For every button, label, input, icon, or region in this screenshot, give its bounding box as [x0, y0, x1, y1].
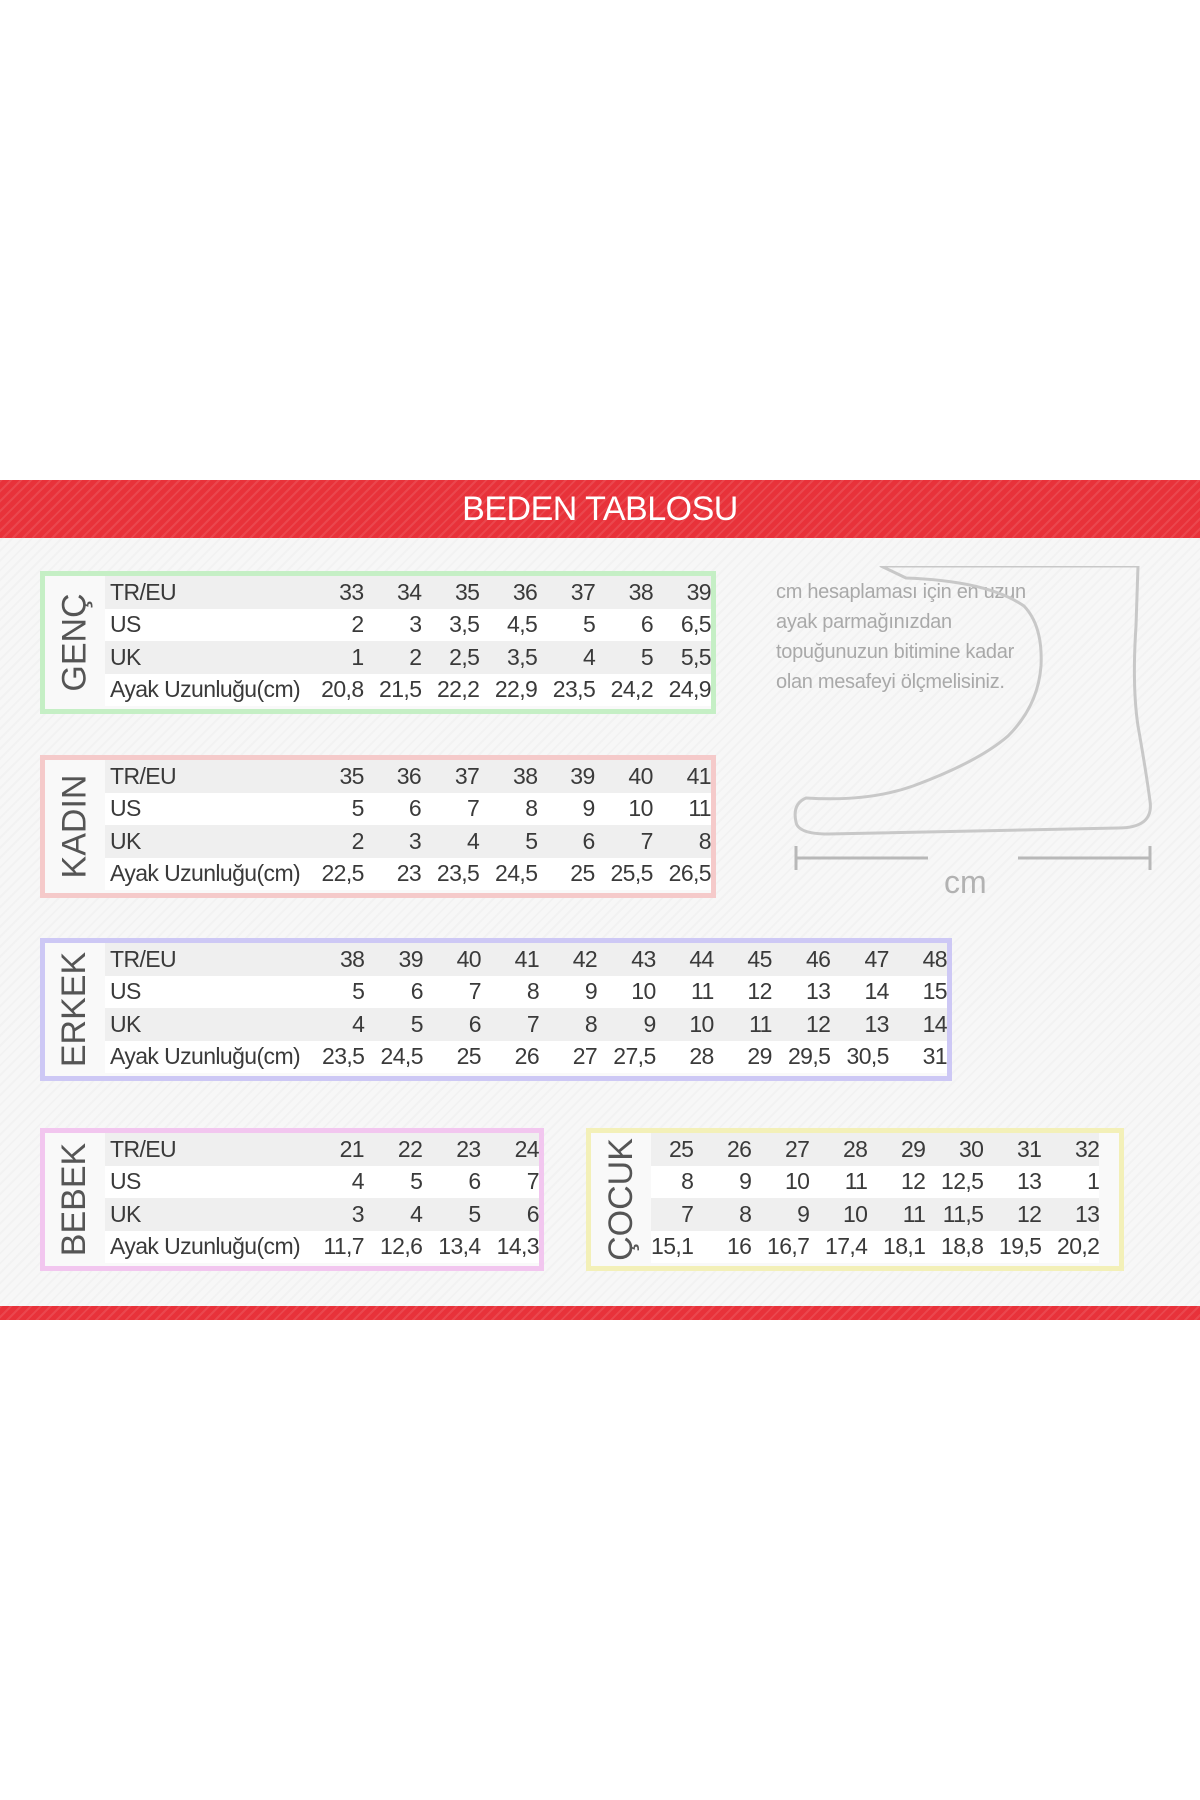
- size-value: 46: [772, 943, 831, 976]
- row-label: Ayak Uzunluğu(cm): [105, 1041, 306, 1074]
- size-value: 26: [481, 1041, 539, 1074]
- size-value: 25,5: [595, 858, 653, 891]
- size-value: 9: [597, 1008, 656, 1041]
- row-label: Ayak Uzunluğu(cm): [105, 858, 306, 891]
- row-label: TR/EU: [105, 943, 306, 976]
- size-value: 38: [306, 943, 365, 976]
- size-value: 4: [306, 1166, 364, 1199]
- size-value: 16: [693, 1231, 751, 1264]
- size-value: 41: [481, 943, 539, 976]
- size-value: 2: [306, 609, 364, 642]
- row-label: UK: [105, 1008, 306, 1041]
- row-label: US: [105, 609, 306, 642]
- size-value: 23,5: [537, 674, 595, 707]
- group-genc: [40, 571, 716, 714]
- size-value: 21,5: [364, 674, 422, 707]
- size-value: 11: [656, 976, 714, 1009]
- size-value: 39: [653, 576, 711, 609]
- group-label-cocuk: ÇOCUK: [601, 1138, 640, 1261]
- size-value: 24,5: [364, 1041, 423, 1074]
- size-value: 27: [539, 1041, 597, 1074]
- group-kadin: [40, 755, 716, 898]
- size-value: 25: [423, 1041, 481, 1074]
- group-label-bebek: BEBEK: [55, 1142, 94, 1257]
- size-value: 3: [306, 1198, 364, 1231]
- size-value: 7: [481, 1166, 539, 1199]
- size-value: 6: [537, 825, 594, 858]
- size-table-kadin: [105, 760, 711, 890]
- row-label: TR/EU: [105, 576, 306, 609]
- size-value: 31: [983, 1133, 1041, 1166]
- size-value: 14: [889, 1008, 947, 1041]
- size-value: 31: [889, 1041, 947, 1074]
- size-value: 5,5: [653, 641, 711, 674]
- size-value: 48: [889, 943, 947, 976]
- size-value: 10: [656, 1008, 714, 1041]
- size-value: 1: [306, 641, 364, 674]
- size-value: 28: [809, 1133, 867, 1166]
- group-label-kadin: KADIN: [55, 774, 94, 879]
- size-value: 38: [479, 760, 537, 793]
- size-value: 39: [537, 760, 594, 793]
- size-value: 39: [364, 943, 423, 976]
- size-value: 8: [651, 1166, 693, 1199]
- size-row: [105, 760, 711, 793]
- size-value: 34: [364, 576, 422, 609]
- size-value: 8: [539, 1008, 597, 1041]
- size-value: 23: [422, 1133, 480, 1166]
- size-value: 3: [364, 609, 422, 642]
- row-label: US: [105, 1166, 306, 1199]
- cm-label: cm: [944, 864, 987, 900]
- size-row: [651, 1133, 1099, 1166]
- size-value: 22,2: [421, 674, 479, 707]
- size-value: 14: [830, 976, 889, 1009]
- size-value: 6: [595, 609, 653, 642]
- size-value: 25: [651, 1133, 693, 1166]
- size-row: [651, 1231, 1099, 1264]
- measurement-note: cm hesaplaması için en uzun ayak parmağınızdan topuğunuzun bitimine kadar olan mesafeyi ölçmelisiniz.: [776, 581, 1026, 693]
- size-row: [105, 674, 711, 707]
- row-label: Ayak Uzunluğu(cm): [105, 1231, 306, 1264]
- size-value: 25: [537, 858, 594, 891]
- size-value: 42: [539, 943, 597, 976]
- size-value: 26,5: [653, 858, 711, 891]
- size-table-bebek: [105, 1133, 539, 1263]
- size-value: 29: [867, 1133, 925, 1166]
- size-value: 4: [306, 1008, 365, 1041]
- size-value: 12: [867, 1166, 925, 1199]
- row-label: US: [105, 793, 306, 826]
- size-value: 13,4: [422, 1231, 480, 1264]
- size-row: [105, 1041, 947, 1074]
- size-value: 9: [537, 793, 594, 826]
- size-value: 30: [925, 1133, 983, 1166]
- size-value: 12,6: [364, 1231, 422, 1264]
- size-value: 35: [421, 576, 479, 609]
- size-row: [105, 858, 711, 891]
- size-value: 15: [889, 976, 947, 1009]
- row-label: TR/EU: [105, 1133, 306, 1166]
- size-value: 29,5: [772, 1041, 831, 1074]
- size-value: 5: [595, 641, 653, 674]
- size-value: 44: [656, 943, 714, 976]
- size-value: 36: [364, 760, 421, 793]
- size-value: 9: [539, 976, 597, 1009]
- size-value: 4: [537, 641, 595, 674]
- size-row: [105, 793, 711, 826]
- size-value: 28: [656, 1041, 714, 1074]
- size-row: [105, 1231, 539, 1264]
- size-value: 13: [830, 1008, 889, 1041]
- size-value: 24: [481, 1133, 539, 1166]
- size-value: 23,5: [306, 1041, 365, 1074]
- size-value: 2,5: [421, 641, 479, 674]
- size-value: 26: [693, 1133, 751, 1166]
- row-label: Ayak Uzunluğu(cm): [105, 674, 306, 707]
- size-value: 22,9: [479, 674, 537, 707]
- size-value: 40: [595, 760, 653, 793]
- size-value: 3,5: [421, 609, 479, 642]
- size-row: [105, 1008, 947, 1041]
- size-value: 12: [772, 1008, 831, 1041]
- size-value: 11: [809, 1166, 867, 1199]
- size-table-genc: [105, 576, 711, 706]
- size-value: 4,5: [479, 609, 537, 642]
- chart-title: BEDEN TABLOSU: [0, 480, 1200, 538]
- size-value: 30,5: [830, 1041, 889, 1074]
- bottom-bar: [0, 1306, 1200, 1320]
- size-value: 3,5: [479, 641, 537, 674]
- size-value: 5: [537, 609, 595, 642]
- size-value: 22,5: [306, 858, 364, 891]
- size-value: 8: [653, 825, 711, 858]
- foot-outline-icon: [788, 566, 1158, 906]
- size-value: 37: [421, 760, 479, 793]
- size-value: 13: [772, 976, 831, 1009]
- size-row: [105, 1198, 539, 1231]
- size-value: 5: [306, 793, 364, 826]
- size-value: 9: [693, 1166, 751, 1199]
- size-value: 7: [423, 976, 481, 1009]
- group-label-genc: GENÇ: [55, 593, 94, 692]
- size-value: 37: [537, 576, 595, 609]
- size-value: 33: [306, 576, 364, 609]
- size-chart: [0, 480, 1200, 1320]
- group-cocuk: [586, 1128, 1124, 1271]
- size-row: [105, 609, 711, 642]
- size-value: 12: [714, 976, 772, 1009]
- size-value: 5: [364, 1008, 423, 1041]
- size-value: 12,5: [925, 1166, 983, 1199]
- size-value: 40: [423, 943, 481, 976]
- size-value: 29: [714, 1041, 772, 1074]
- size-value: 19,5: [983, 1231, 1041, 1264]
- size-value: 18,8: [925, 1231, 983, 1264]
- row-label: UK: [105, 825, 306, 858]
- size-value: 35: [306, 760, 364, 793]
- size-value: 38: [595, 576, 653, 609]
- size-value: 7: [595, 825, 653, 858]
- size-value: 6: [364, 793, 421, 826]
- size-value: 5: [364, 1166, 422, 1199]
- size-row: [105, 641, 711, 674]
- size-value: 23: [364, 858, 421, 891]
- size-row: [105, 1166, 539, 1199]
- size-value: 6: [364, 976, 423, 1009]
- size-value: 23,5: [421, 858, 479, 891]
- size-value: 20,8: [306, 674, 364, 707]
- size-value: 13: [983, 1166, 1041, 1199]
- row-label: UK: [105, 1198, 306, 1231]
- size-row: [105, 1133, 539, 1166]
- size-value: 24,2: [595, 674, 653, 707]
- size-value: 45: [714, 943, 772, 976]
- size-row: [651, 1198, 1099, 1231]
- size-value: 5: [422, 1198, 480, 1231]
- size-value: 7: [651, 1198, 693, 1231]
- size-value: 5: [306, 976, 365, 1009]
- size-value: 7: [481, 1008, 539, 1041]
- size-value: 6: [481, 1198, 539, 1231]
- size-value: 13: [1041, 1198, 1099, 1231]
- size-value: 8: [479, 793, 537, 826]
- size-value: 6,5: [653, 609, 711, 642]
- size-value: 11: [867, 1198, 925, 1231]
- size-value: 18,1: [867, 1231, 925, 1264]
- size-value: 10: [751, 1166, 809, 1199]
- size-value: 11,7: [306, 1231, 364, 1264]
- size-value: 10: [597, 976, 656, 1009]
- size-value: 22: [364, 1133, 422, 1166]
- size-value: 24,9: [653, 674, 711, 707]
- size-value: 9: [751, 1198, 809, 1231]
- size-value: 16,7: [751, 1231, 809, 1264]
- size-value: 1: [1041, 1166, 1099, 1199]
- size-table-cocuk: [651, 1133, 1099, 1263]
- size-value: 2: [306, 825, 364, 858]
- size-value: 6: [422, 1166, 480, 1199]
- size-value: 8: [693, 1198, 751, 1231]
- size-value: 5: [479, 825, 537, 858]
- size-row: [651, 1166, 1099, 1199]
- size-value: 27,5: [597, 1041, 656, 1074]
- size-value: 21: [306, 1133, 364, 1166]
- size-value: 6: [423, 1008, 481, 1041]
- size-value: 47: [830, 943, 889, 976]
- size-value: 8: [481, 976, 539, 1009]
- size-table-erkek: [105, 943, 947, 1073]
- size-value: 7: [421, 793, 479, 826]
- size-value: 4: [421, 825, 479, 858]
- row-label: TR/EU: [105, 760, 306, 793]
- size-value: 17,4: [809, 1231, 867, 1264]
- size-row: [105, 576, 711, 609]
- group-label-erkek: ERKEK: [55, 951, 94, 1068]
- size-value: 36: [479, 576, 537, 609]
- size-value: 11,5: [925, 1198, 983, 1231]
- row-label: UK: [105, 641, 306, 674]
- size-value: 4: [364, 1198, 422, 1231]
- size-value: 14,3: [481, 1231, 539, 1264]
- size-value: 20,2: [1041, 1231, 1099, 1264]
- size-value: 15,1: [651, 1231, 693, 1264]
- size-value: 12: [983, 1198, 1041, 1231]
- size-row: [105, 825, 711, 858]
- size-row: [105, 943, 947, 976]
- size-value: 32: [1041, 1133, 1099, 1166]
- size-value: 11: [653, 793, 711, 826]
- size-value: 24,5: [479, 858, 537, 891]
- size-value: 27: [751, 1133, 809, 1166]
- size-value: 3: [364, 825, 421, 858]
- size-value: 10: [595, 793, 653, 826]
- size-value: 10: [809, 1198, 867, 1231]
- size-row: [105, 976, 947, 1009]
- size-value: 43: [597, 943, 656, 976]
- group-bebek: [40, 1128, 544, 1271]
- row-label: US: [105, 976, 306, 1009]
- size-value: 41: [653, 760, 711, 793]
- size-value: 2: [364, 641, 422, 674]
- size-value: 11: [714, 1008, 772, 1041]
- group-erkek: [40, 938, 952, 1081]
